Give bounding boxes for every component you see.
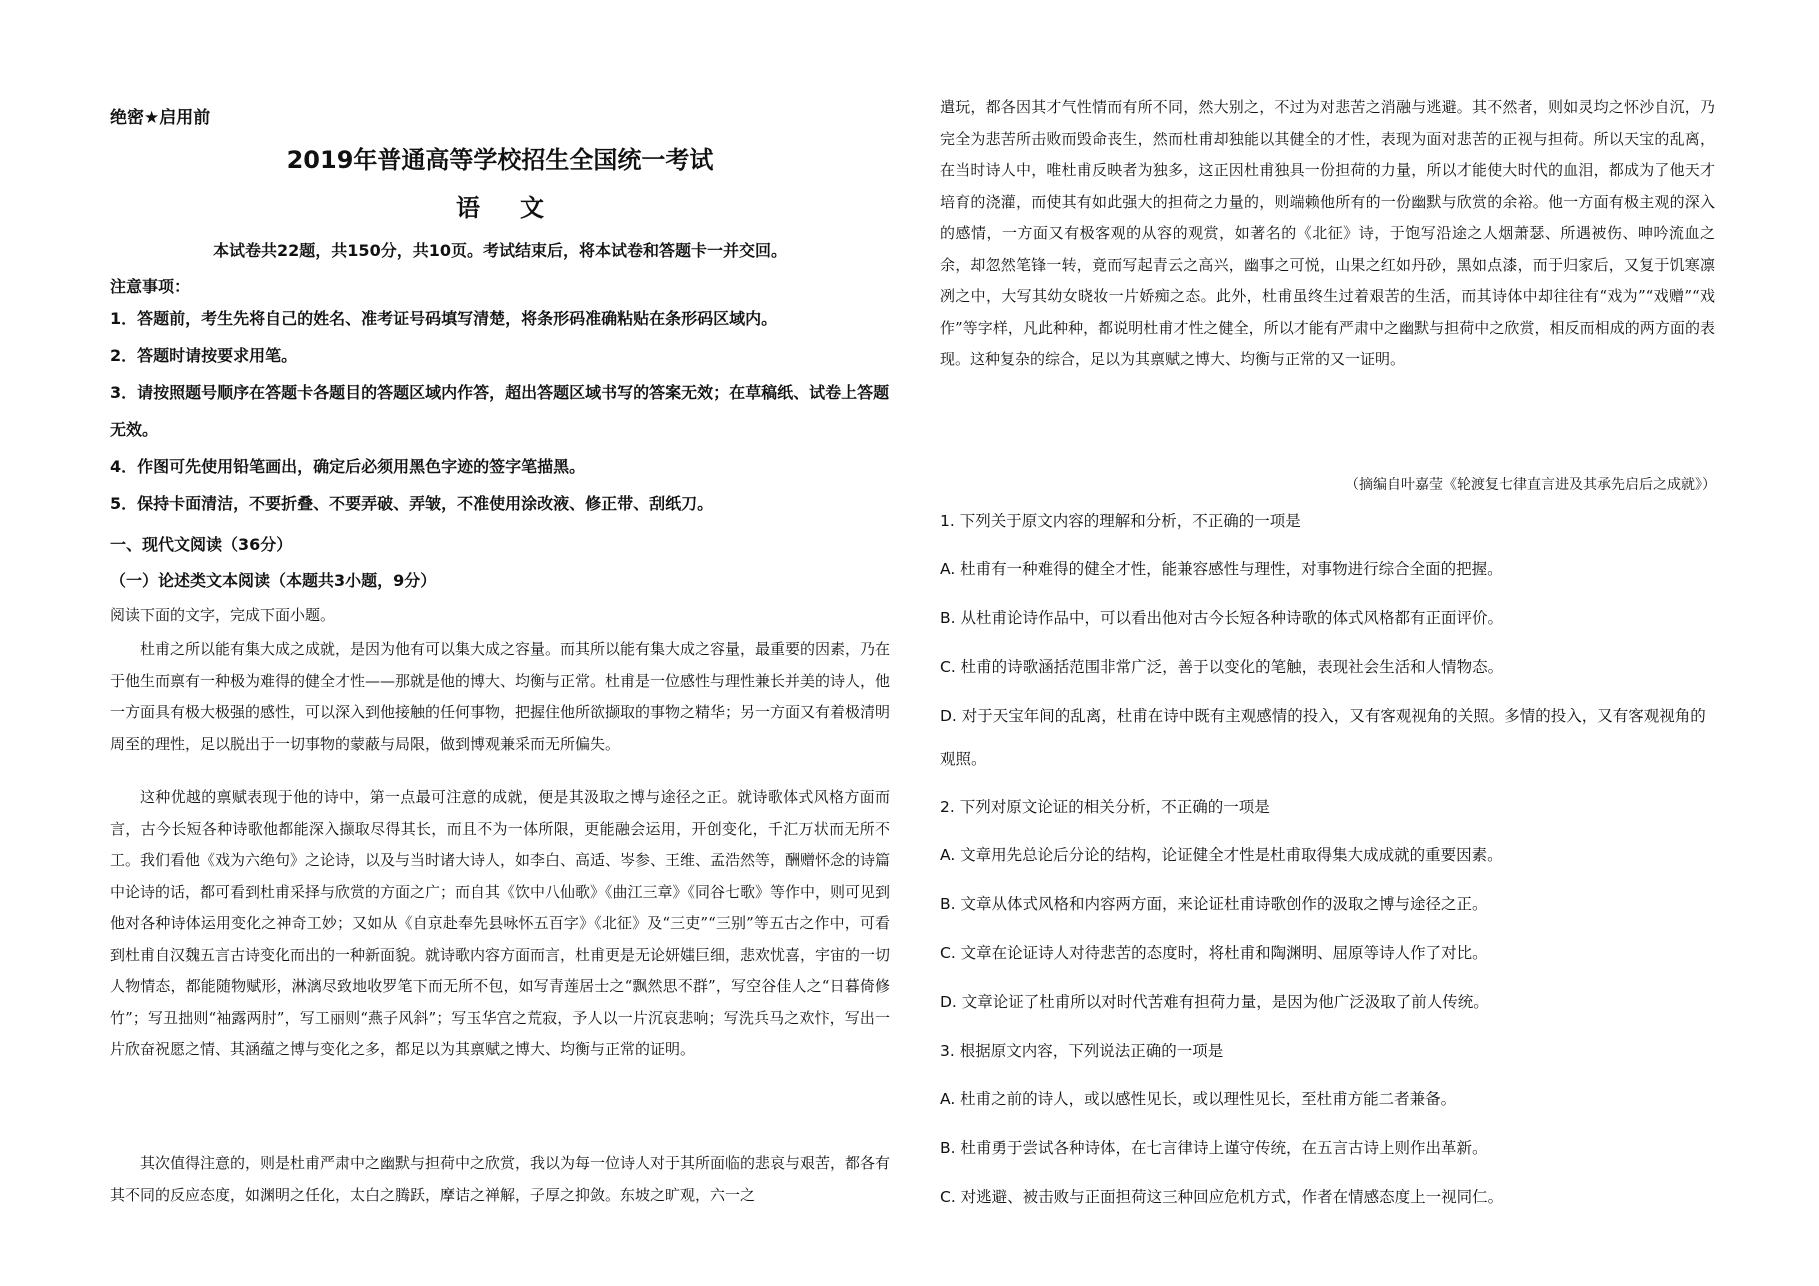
question-2-option-c: C. 文章在论证诗人对待悲苦的态度时，将杜甫和陶渊明、屈原等诗人作了对比。 <box>940 944 1488 962</box>
question-2-option-b: B. 文章从体式风格和内容两方面，来论证杜甫诗歌创作的汲取之博与途径之正。 <box>940 895 1488 913</box>
reading-instruction: 阅读下面的文字，完成下面小题。 <box>110 606 336 624</box>
question-1-option-d: D. 对于天宝年间的乱离，杜甫在诗中既有主观感情的投入，又有客观视角的关照。多情的投入，又有客观视角的观照。 <box>940 707 1706 768</box>
notice-item: 4．作图可先使用铅笔画出，确定后必须用黑色字迹的签字笔描黑。 <box>110 457 586 476</box>
notice-item: 5．保持卡面清洁，不要折叠、不要弄破、弄皱，不准使用涂改液、修正带、刮纸刀。 <box>110 494 714 513</box>
question-2-stem: 2. 下列对原文论证的相关分析，不正确的一项是 <box>940 798 1270 816</box>
question-1-option-a: A. 杜甫有一种难得的健全才性，能兼容感性与理性，对事物进行综合全面的把握。 <box>940 560 1503 578</box>
question-1-option-b: B. 从杜甫论诗作品中，可以看出他对古今长短各种诗歌的体式风格都有正面评价。 <box>940 609 1503 627</box>
question-1-stem: 1. 下列关于原文内容的理解和分析，不正确的一项是 <box>940 512 1301 530</box>
passage-source: （摘编自叶嘉莹《轮渡复七律直言进及其承先启后之成就》） <box>1345 477 1716 493</box>
section-heading: 一、现代文阅读（36分） <box>110 535 293 554</box>
passage-paragraph-3-continued: 遣玩，都各因其才气性情而有所不同，然大别之，不过为对悲苦之消融与逃避。其不然者，则如灵均之怀沙自沉，乃完全为悲苦所击败而毁命丧生，然而杜甫却独能以其健全的才性，表现为面对悲苦的正视与担荷。所以天宝的乱离，在当时诗人中，唯杜甫反映者为独多，这正因杜甫独具一份担荷的力量，所以才能使大时代的血泪，都成为了他天才培育的浇灌，而使其有如此强大的担荷之力量的，则端赖他所有的一份幽默与欣赏的余裕。他一方面有极主观的深入的感情，一方面又有极客观的从容的观赏，如著名的《北征》诗，于饱写沿途之人烟萧瑟、所遇被伤、呻吟流血之余，却忽然笔锋一转，竟而写起青云之高兴，幽事之可悦，山果之红如丹砂，黑如点漆，而于归家后，又复于饥寒凛冽之中，大写其幼女晓妆一片娇痴之态。此外，杜甫虽终生过着艰苦的生活，而其诗体中却往往有“戏为”“戏赠”“戏作”等字样，凡此种种，都说明杜甫才性之健全，所以才能有严肃中之幽默与担荷中之欣赏，相反而相成的两方面的表现。这种复杂的综合，足以为其禀赋之博大、均衡与正常的又一证明。 <box>940 98 1715 368</box>
notice-item: 2．答题时请按要求用笔。 <box>110 346 298 365</box>
question-3-option-c: C. 对逃避、被击败与正面担荷这三种回应危机方式，作者在情感态度上一视同仁。 <box>940 1188 1504 1206</box>
question-3-option-a: A. 杜甫之前的诗人，或以感性见长，或以理性见长，至杜甫方能二者兼备。 <box>940 1090 1457 1108</box>
question-3-stem: 3. 根据原文内容，下列说法正确的一项是 <box>940 1042 1224 1060</box>
confidential-mark: 绝密★启用前 <box>110 108 211 128</box>
exam-info: 本试卷共22题，共150分，共10页。考试结束后，将本试卷和答题卡一并交回。 <box>213 241 787 260</box>
passage-paragraph-3: 其次值得注意的，则是杜甫严肃中之幽默与担荷中之欣赏，我以为每一位诗人对于其所面临的悲哀与艰苦，都各有其不同的反应态度，如渊明之任化，太白之腾跃，摩诘之禅解，子厚之抑敛。东坡之旷观，六一之 <box>110 1154 890 1204</box>
question-2-option-a: A. 文章用先总论后分论的结构，论证健全才性是杜甫取得集大成成就的重要因素。 <box>940 846 1503 864</box>
question-2-option-d: D. 文章论证了杜甫所以对时代苦难有担荷力量，是因为他广泛汲取了前人传统。 <box>940 993 1489 1011</box>
notice-heading: 注意事项： <box>110 277 191 296</box>
question-1-option-c: C. 杜甫的诗歌涵括范围非常广泛，善于以变化的笔触，表现社会生活和人情物态。 <box>940 658 1504 676</box>
question-3-option-b: B. 杜甫勇于尝试各种诗体，在七言律诗上谨守传统，在五言古诗上则作出革新。 <box>940 1139 1488 1157</box>
passage-paragraph-1: 杜甫之所以能有集大成之成就，是因为他有可以集大成之容量。而其所以能有集大成之容量，最重要的因素，乃在于他生而禀有一种极为难得的健全才性——那就是他的博大、均衡与正常。杜甫是一位感性与理性兼长并美的诗人，他一方面具有极大极强的感性，可以深入到他接触的任何事物，把握住他所欲撷取的事物之精华；另一方面又有着极清明周至的理性，足以脱出于一切事物的蒙蔽与局限，做到博观兼采而无所偏失。 <box>110 640 891 753</box>
passage-paragraph-2: 这种优越的禀赋表现于他的诗中，第一点最可注意的成就，便是其汲取之博与途径之正。就诗歌体式风格方面而言，古今长短各种诗歌他都能深入撷取尽得其长，而且不为一体所限，更能融会运用，开创变化，千汇万状而无所不工。我们看他《戏为六绝句》之论诗，以及与当时诸大诗人，如李白、高适、岑参、王维、孟浩然等，酬赠怀念的诗篇中论诗的话，都可看到杜甫采择与欣赏的方面之广；而自其《饮中八仙歌》《曲江三章》《同谷七歌》等作中，则可见到他对各种诗体运用变化之神奇工妙；又如从《自京赴奉先县咏怀五百字》《北征》及“三吏”“三别”等五古之作中，可看到杜甫自汉魏五言古诗变化而出的一种新面貌。就诗歌内容方面而言，杜甫更是无论妍媸巨细，悲欢忧喜，宇宙的一切人物情态，都能随物赋形，淋漓尽致地收罗笔下而无所不包，如写青莲居士之“飘然思不群”，写空谷佳人之“日暮倚修竹”；写丑拙则“袖露两肘”，写工丽则“燕子风斜”；写玉华宫之荒寂，予人以一片沉哀悲响；写洗兵马之欢忭，写出一片欣奋祝愿之情、其涵蕴之博与变化之多，都足以为其禀赋之博大、均衡与正常的证明。 <box>110 788 891 1058</box>
notice-item: 3．请按照题号顺序在答题卡各题目的答题区域内作答，超出答题区域书写的答案无效；在草稿纸、试卷上答题无效。 <box>110 383 890 439</box>
subsection-heading: （一）论述类文本阅读（本题共3小题，9分） <box>110 571 437 590</box>
notice-item: 1．答题前，考生先将自己的姓名、准考证号码填写清楚，将条形码准确粘贴在条形码区域内。 <box>110 309 778 328</box>
exam-title: 2019年普通高等学校招生全国统一考试 <box>286 146 714 174</box>
subject-title: 语文 <box>456 194 584 222</box>
